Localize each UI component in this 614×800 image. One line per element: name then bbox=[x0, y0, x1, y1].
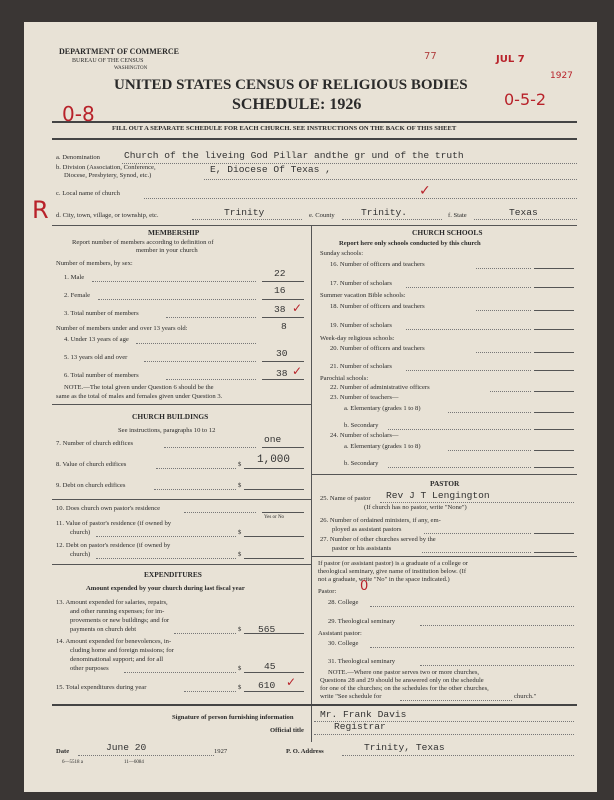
q31-label: 31. Theological seminary bbox=[328, 658, 396, 665]
q16-label: 16. Number of officers and teachers bbox=[330, 261, 425, 268]
membership-sub1: Report number of members according to definition of bbox=[72, 239, 214, 246]
q5-value: 30 bbox=[276, 348, 288, 359]
schools-sub: Report here only schools conducted by this church bbox=[339, 240, 481, 247]
q2-label: 2. Female bbox=[64, 292, 91, 299]
po-address-value: Trinity, Texas bbox=[364, 742, 445, 753]
q3-value: 38 bbox=[274, 304, 286, 315]
q27-label: 27. Number of other churches served by the bbox=[320, 536, 436, 543]
q12-dollar: $ bbox=[238, 551, 242, 558]
pastor-note-5: church." bbox=[514, 693, 537, 700]
q9-dollar: $ bbox=[238, 482, 242, 489]
form-title: UNITED STATES CENSUS OF RELIGIOUS BODIES bbox=[114, 77, 468, 93]
signature-label: Signature of person furnishing information bbox=[172, 714, 294, 721]
q24a-label: a. Elementary (grades 1 to 8) bbox=[344, 443, 421, 450]
q7-label: 7. Number of church edifices bbox=[56, 440, 134, 447]
q18-label: 18. Number of officers and teachers bbox=[330, 303, 425, 310]
q13-label-4: payments on church debt bbox=[70, 626, 137, 633]
q21-label: 21. Number of scholars bbox=[330, 363, 392, 370]
q25-label: 25. Name of pastor bbox=[320, 495, 371, 502]
membership-note2: same as the total of males and females given under Question 3. bbox=[56, 393, 223, 400]
q6-check-mark: ✓ bbox=[292, 364, 303, 378]
age-label: Number of members under and over 13 years old: bbox=[56, 325, 188, 332]
state-value: Texas bbox=[509, 207, 538, 218]
form-number-1: 6—5518 a bbox=[62, 760, 83, 765]
grad-note-2: theological seminary, give name of institution below. (If bbox=[318, 568, 467, 575]
q12-label-2: church) bbox=[70, 551, 91, 558]
pastor-note-3: for one of the churches; on the schedules for the other churches, bbox=[320, 685, 489, 692]
mark-77: 77 bbox=[424, 51, 437, 62]
q23b-label: b. Secondary bbox=[344, 422, 379, 429]
q8-label: 8. Value of church edifices bbox=[56, 461, 127, 468]
q3-label: 3. Total number of members bbox=[64, 310, 139, 317]
q6-value: 38 bbox=[276, 368, 288, 379]
county-label: e. County bbox=[309, 212, 335, 219]
membership-title: MEMBERSHIP bbox=[148, 228, 200, 237]
weekday-label: Week-day religious schools: bbox=[320, 335, 395, 342]
city-value: Trinity bbox=[224, 207, 265, 218]
po-address-label: P. O. Address bbox=[286, 748, 324, 755]
q13-dollar: $ bbox=[238, 626, 242, 633]
q26-label: 26. Number of ordained ministers, if any, em- bbox=[320, 517, 441, 524]
q24b-label: b. Secondary bbox=[344, 460, 379, 467]
dept-label: DEPARTMENT OF COMMERCE bbox=[59, 47, 180, 56]
by-sex-label: Number of members, by sex: bbox=[56, 260, 133, 267]
yes-no-hint: Yes or No bbox=[264, 515, 285, 520]
q11-dollar: $ bbox=[238, 529, 242, 536]
q6-label: 6. Total number of members bbox=[64, 372, 139, 379]
q11-label-2: church) bbox=[70, 529, 91, 536]
membership-note1: NOTE.—The total given under Question 6 should be the bbox=[64, 384, 214, 391]
q20-label: 20. Number of officers and teachers bbox=[330, 345, 425, 352]
q29-label: 29. Theological seminary bbox=[328, 618, 396, 625]
r-mark: R bbox=[32, 196, 49, 224]
q13-label: 13. Amount expended for salaries, repairs, bbox=[56, 599, 168, 606]
q4-value: 8 bbox=[281, 321, 287, 332]
pastor-sub-label: Pastor: bbox=[318, 588, 337, 595]
form-number-2: 11—6084 bbox=[124, 760, 144, 765]
q8-value: 1,000 bbox=[257, 454, 291, 466]
q14-label: 14. Amount expended for benevolences, in- bbox=[56, 638, 172, 645]
q25-value: Rev J T Lengington bbox=[386, 490, 490, 501]
pastor-note-2: Questions 28 and 29 should be answered only on the schedule bbox=[320, 677, 484, 684]
stamp-year: 1927 bbox=[550, 71, 573, 81]
q24-label: 24. Number of scholars— bbox=[330, 432, 399, 439]
q1-label: 1. Male bbox=[64, 274, 85, 281]
schools-title: CHURCH SCHOOLS bbox=[412, 228, 483, 237]
q14-value: 45 bbox=[264, 661, 276, 672]
pastor-mark: 0 bbox=[360, 579, 369, 594]
q30-label: 30. College bbox=[328, 640, 359, 647]
division-label: b. Division (Association, Conference, bbox=[56, 164, 156, 171]
state-label: f. State bbox=[448, 212, 467, 219]
q17-label: 17. Number of scholars bbox=[330, 280, 392, 287]
census-form bbox=[24, 22, 597, 792]
q15-check-mark: ✓ bbox=[286, 675, 297, 689]
check-mark: ✓ bbox=[419, 183, 431, 199]
q3-check-mark: ✓ bbox=[292, 301, 303, 315]
assistant-label: Assistant pastor: bbox=[318, 630, 362, 637]
signature-value: Mr. Frank Davis bbox=[320, 709, 407, 720]
q13-label-3: provements or new buildings; and for bbox=[70, 617, 170, 624]
membership-sub2: member in your church bbox=[136, 247, 198, 254]
q14-dollar: $ bbox=[238, 665, 242, 672]
instruction-text: FILL OUT A SEPARATE SCHEDULE FOR EACH CHURCH. SEE INSTRUCTIONS ON THE BACK OF THIS SHEET bbox=[112, 125, 457, 132]
q22-label: 22. Number of administrative officers bbox=[330, 384, 430, 391]
pastor-title: PASTOR bbox=[430, 479, 460, 488]
division-label-2: Diocese, Presbytery, Synod, etc.) bbox=[64, 172, 152, 179]
date-stamp: JUL 7 bbox=[496, 54, 525, 65]
expenditures-title: EXPENDITURES bbox=[144, 570, 202, 579]
q5-label: 5. 13 years old and over bbox=[64, 354, 128, 361]
q26-label-2: ployed as assistant pastors bbox=[332, 526, 402, 533]
q15-label: 15. Total expenditures during year bbox=[56, 684, 147, 691]
county-value: Trinity. bbox=[361, 207, 408, 218]
q13-value: 565 bbox=[258, 624, 276, 635]
date-year: 1927 bbox=[214, 748, 228, 755]
denomination-value: Church of the liveing God Pillar andthe gr und of the truth bbox=[124, 150, 464, 161]
pastor-note-1: NOTE.—Where one pastor serves two or more churches, bbox=[328, 669, 480, 676]
q15-value: 610 bbox=[258, 680, 276, 691]
q11-label: 11. Value of pastor's residence (if owned by bbox=[56, 520, 172, 527]
buildings-title: CHURCH BUILDINGS bbox=[132, 412, 209, 421]
q28-label: 28. College bbox=[328, 599, 359, 606]
q14-label-3: denominational support; and for all bbox=[70, 656, 164, 663]
q8-dollar: $ bbox=[238, 461, 242, 468]
official-title-value: Registrar bbox=[334, 721, 386, 732]
city-label: d. City, town, village, or township, etc. bbox=[56, 212, 159, 219]
q2-value: 16 bbox=[274, 285, 286, 296]
division-value: E, Diocese Of Texas , bbox=[210, 164, 331, 175]
local-name-label: c. Local name of church bbox=[56, 190, 120, 197]
q9-label: 9. Debt on church edifices bbox=[56, 482, 126, 489]
denomination-label: a. Denomination bbox=[56, 154, 100, 161]
q4-label: 4. Under 13 years of age bbox=[64, 336, 129, 343]
q14-label-4: other purposes bbox=[70, 665, 109, 672]
q23-label: 23. Number of teachers— bbox=[330, 394, 399, 401]
q14-label-2: cluding home and foreign missions; for bbox=[70, 647, 174, 654]
bureau-label: BUREAU OF THE CENSUS bbox=[72, 58, 144, 64]
q19-label: 19. Number of scholars bbox=[330, 322, 392, 329]
q7-value: one bbox=[264, 434, 282, 445]
expenditures-sub: Amount expended by your church during last fiscal year bbox=[86, 585, 245, 592]
schedule-title: SCHEDULE: 1926 bbox=[232, 96, 362, 113]
left-code-mark: 0-8 bbox=[62, 102, 95, 126]
official-title-label: Official title bbox=[270, 727, 304, 734]
code-mark: 0-5-2 bbox=[504, 90, 547, 109]
q1-value: 22 bbox=[274, 268, 286, 279]
date-value: June 20 bbox=[106, 742, 147, 753]
date-label: Date bbox=[56, 748, 70, 755]
q15-dollar: $ bbox=[238, 684, 242, 691]
q12-label: 12. Debt on pastor's residence (if owned by bbox=[56, 542, 171, 549]
grad-note-1: If pastor (or assistant pastor) is a graduate of a college or bbox=[318, 560, 468, 567]
q10-label: 10. Does church own pastor's residence bbox=[56, 505, 161, 512]
grad-note-3: not a graduate, write "No" in the space indicated.) bbox=[318, 576, 450, 583]
q27-label-2: pastor or his assistants bbox=[332, 545, 392, 552]
sunday-label: Sunday schools: bbox=[320, 250, 364, 257]
q25-note: (If church has no pastor, write "None") bbox=[364, 504, 467, 511]
summer-label: Summer vacation Bible schools: bbox=[320, 292, 406, 299]
q23a-label: a. Elementary (grades 1 to 8) bbox=[344, 405, 421, 412]
parochial-label: Parochial schools: bbox=[320, 375, 369, 382]
city-label: WASHINGTON bbox=[114, 66, 148, 71]
q13-label-2: and other running expenses; for im- bbox=[70, 608, 165, 615]
pastor-note-4: write "See schedule for bbox=[320, 693, 382, 700]
buildings-sub: See instructions, paragraphs 10 to 12 bbox=[118, 427, 216, 434]
